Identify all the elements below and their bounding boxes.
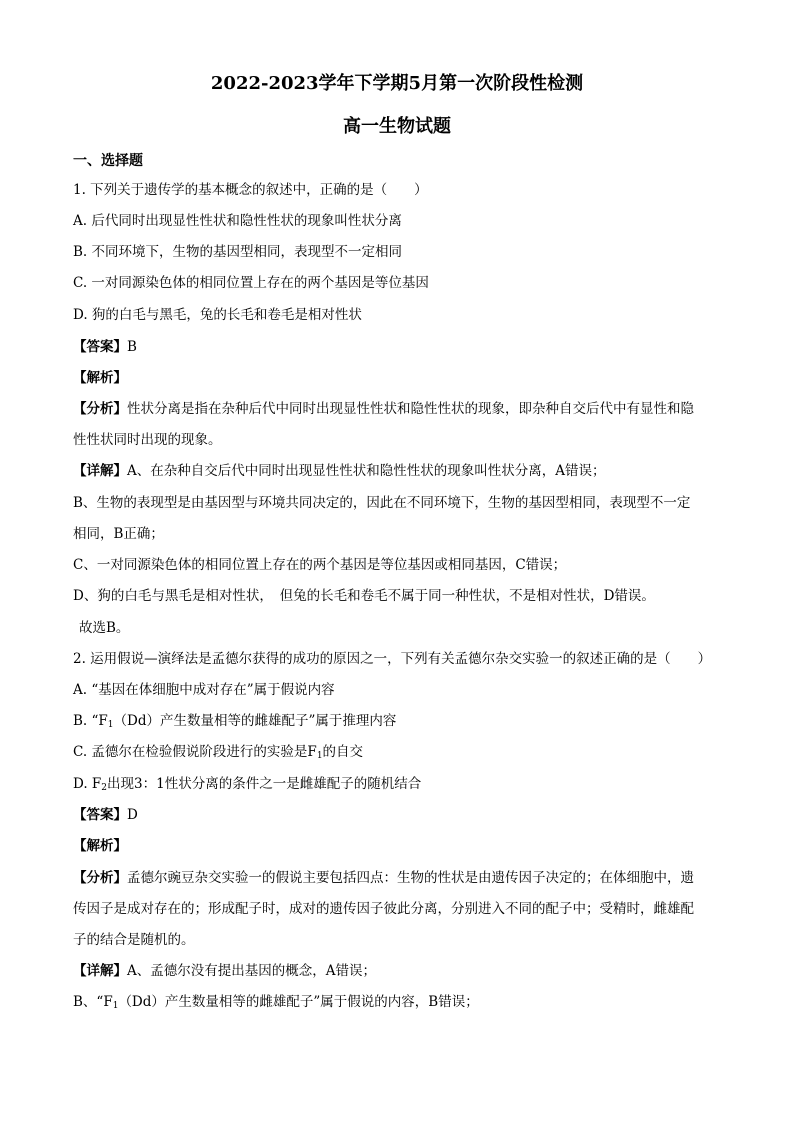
xiangjie-tag: 【详解】 (73, 963, 127, 979)
q2-analysis-tag: 【解析】 (73, 838, 127, 854)
q2-detail-b: B、“$F_1(Dd)$产生数量相等的雌雄配子”属于假说的内容，B错误； (73, 994, 479, 1011)
q1-option-a: A. 后代同时出现显性性状和隐性性状的现象叫性状分离 (73, 213, 402, 229)
fenxi-tag: 【分析】 (73, 870, 127, 886)
exam-title: 2022-2023学年下学期5月第一次阶段性检测 (210, 73, 584, 94)
q2-option-a: A. “基因在体细胞中成对存在”属于假说内容 (73, 682, 335, 698)
q1-option-b: B. 不同环境下，生物的基因型相同，表现型不一定相同 (73, 244, 403, 260)
answer-value: D (127, 807, 138, 823)
q1-detail-d: D、狗的白毛与黑毛是相对性状， 但兔的长毛和卷毛不属于同一种性状，不是相对性状，D错误。 (73, 588, 655, 604)
q2-xiangjie: 【详解】A、孟德尔没有提出基因的概念，A错误； (73, 963, 376, 979)
q1-answer (73, 337, 733, 357)
answer-tag: 【答案】 (73, 807, 127, 823)
q1-option-d: D. 狗的白毛与黑毛，兔的长毛和卷毛是相对性状 (73, 307, 362, 323)
q2-option-b: B. “$F_1(Dd)$产生数量相等的雌雄配子”属于推理内容 (73, 713, 397, 730)
answer-tag: 【答案】 (73, 339, 127, 355)
q1-conclusion: 故选B。 (79, 620, 130, 636)
q1-detail-b: B、生物的表现型是由基因型与环境共同决定的，因此在不同环境下，生物的基因型相同，表现型不一定 (73, 495, 691, 511)
q1-detail-b-cont: 相同，B正确； (73, 526, 164, 542)
q2-stem: 2. 运用假说—演绎法是孟德尔获得的成功的原因之一，下列有关孟德尔杂交实验一的叙述正确的是（ ） (73, 651, 712, 667)
q2-answer (73, 805, 733, 825)
q1-stem: 1. 下列关于遗传学的基本概念的叙述中，正确的是（ ） (73, 182, 428, 198)
q2-fenxi-cont2: 子的结合是随机的。 (73, 932, 195, 948)
q1-fenxi-cont: 性性状同时出现的现象。 (73, 432, 222, 448)
q1-fenxi: 【分析】性状分离是指在杂种后代中同时出现显性性状和隐性性状的现象，即杂种自交后代中有显性和隐 (73, 401, 694, 417)
q2-option-c: C. 孟德尔在检验假说阶段进行的实验是$F_1$的自交 (73, 744, 364, 761)
xiangjie-tag: 【详解】 (73, 463, 127, 479)
section-heading: 一、选择题 (73, 153, 143, 169)
q1-xiangjie: 【详解】A、在杂种自交后代中同时出现显性性状和隐性性状的现象叫性状分离，A错误； (73, 463, 606, 479)
q1-detail-c: C、一对同源染色体的相同位置上存在的两个基因是等位基因或相同基因，C错误； (73, 557, 567, 573)
answer-value: B (127, 339, 137, 355)
q1-option-c: C. 一对同源染色体的相同位置上存在的两个基因是等位基因 (73, 275, 429, 291)
fenxi-tag: 【分析】 (73, 401, 127, 417)
q1-analysis-tag: 【解析】 (73, 370, 127, 386)
exam-subtitle: 高一生物试题 (343, 116, 451, 137)
q2-option-d: D. $F_2$出现3：1性状分离的条件之一是雌雄配子的随机结合 (73, 776, 422, 793)
q2-fenxi-cont: 传因子是成对存在的；形成配子时，成对的遗传因子彼此分离，分别进入不同的配子中；受精时，雌雄配 (73, 901, 694, 917)
q2-fenxi: 【分析】孟德尔豌豆杂交实验一的假说主要包括四点：生物的性状是由遗传因子决定的；在体细胞中，遗 (73, 870, 694, 886)
